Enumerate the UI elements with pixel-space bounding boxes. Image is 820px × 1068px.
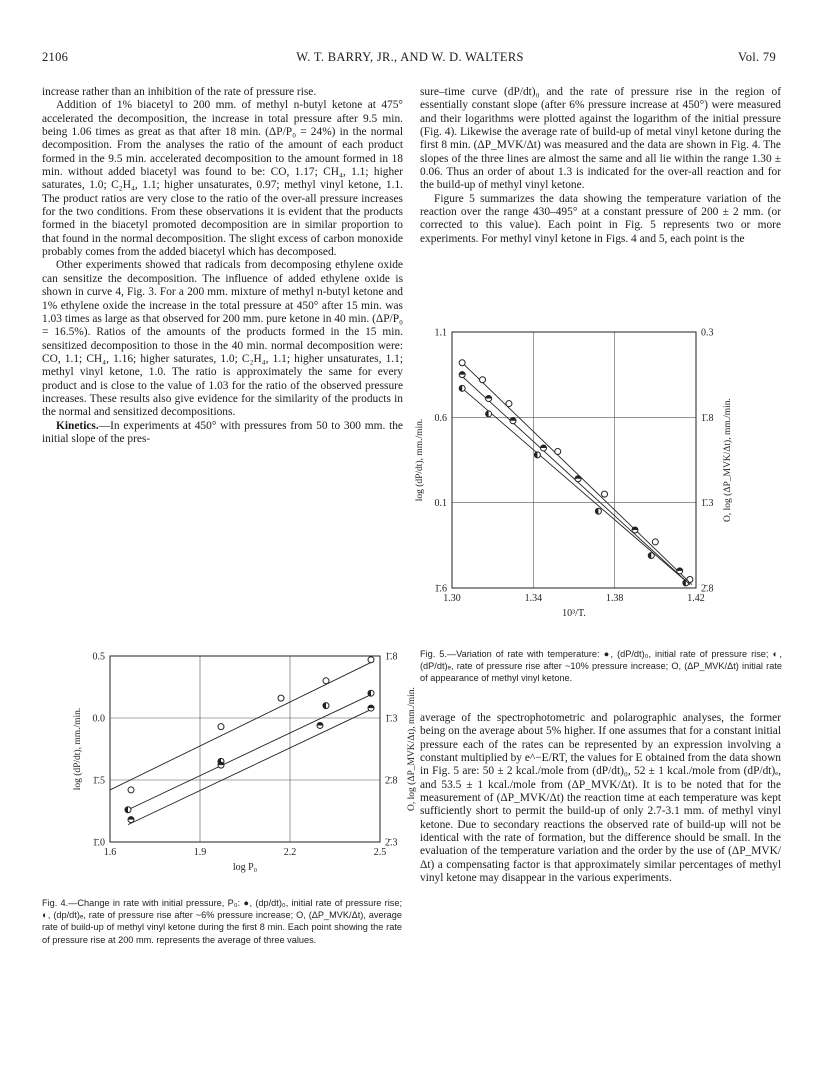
y-left-tick-label: 0.5 [92, 651, 105, 663]
x-tick-label: 1.30 [443, 593, 461, 604]
y-left-tick-label: 0.0 [92, 713, 105, 725]
fig5-caption: Fig. 5.—Variation of rate with temperature: ●, (dP/dt)₀, initial rate of pressure rise; ◐, (dP/dt)ₑ, rate of pressure rise after ~10% pressure increase; O, (ΔP_MVK/Δt) initial rate of appearance of methyl vinyl ketone. [420, 649, 782, 684]
paragraph: Other experiments showed that radicals from decomposing ethylene oxide can sensitize the decomposition. The influence of added ethylene oxide is shown in curve 4, Fig. 3. For a 200 mm. mixture of methyl n-butyl ketone and 1% ethylene oxide the increase in the total pressure at 450° after 15 min. was 1.03 times as large as that observed for 200 mm. pure ketone in 40 min. (ΔP/P₀ = 16.5%). Ratios of the amounts of the products formed in the 15 min. sensitized decomposition to those in the 40 min. normal decomposition were: CO, 1.1; CH₄, 1.16; higher saturates, 1.0; C₂H₄, 1.1; higher unsaturates, 1.1; methyl vinyl ketone, 1.0. The ratio is approximately the same for every product and is close to the value of 1.03 for the ratio of the observed pressure increases. These results also give evidence for the similarity of the products in the normal and sensitized decompositions. [42, 259, 403, 419]
y-right-tick-label: 1̄.3 [701, 498, 714, 510]
fig4-chart [40, 648, 420, 893]
fig4-caption: Fig. 4.—Change in rate with initial pressure, P₀: ●, (dp/dt)₀, initial rate of pressure rise; ◐, (dp/dt)ₑ, rate of pressure rise after ~6% pressure increase; O, (ΔP_MVK/Δt), average rate of build-up of methyl vinyl ketone during the first 8 min. Each point showing the rate of pressure rise at 200 mm. represents the average of three values. [42, 898, 402, 945]
paragraph-text: —In experiments at 450° with pressures from 50 to 300 mm. the initial slope of the pres- [42, 419, 403, 445]
y-left-tick-label: 0.6 [434, 412, 447, 424]
series-line [462, 363, 692, 585]
x-tick-label: 1.38 [605, 593, 624, 604]
plot-frame [452, 332, 696, 588]
y-left-axis-label: log (dP/dt), mm./min. [73, 707, 83, 791]
y-right-tick-label: 2̄.3 [385, 837, 398, 849]
data-point-open [480, 377, 486, 383]
paragraph: Addition of 1% biacetyl to 200 mm. of methyl n-butyl ketone at 475° accelerated the decomposition, the increase in total pressure after 9.5 min. being 1.06 times as great as that after 18 min. (ΔP/P₀ = 24%) in the normal decomposition. From the analyses the ratio of the amount of each product formed in the 9.5 min. accelerated decomposition to the amount formed in 18 min. without added biacetyl was found to be: CO, 1.17; CH₄, 1.1; higher saturates, 1.0; C₂H₄, 1.1; higher unsaturates, 0.97; methyl vinyl ketone, 1.1. The product ratios are very close to the ratio of the over-all pressure increases for the two conditions. From these observations it is evident that the products formed in the biacetyl promoted decomposition are in similar proportion to that found in the normal decomposition. The slight excess of carbon monoxide probably comes from the added biacetyl which has decomposed. [42, 99, 403, 259]
paragraph: Figure 5 summarizes the data showing the temperature variation of the reaction over the range 430–495° at a constant pressure of 200 ± 2 mm. (or corrected to this value). Each point in Fig. 5 represents two or more experiments. For methyl vinyl ketone in Figs. 4 and 5, each point is the [420, 192, 781, 245]
right-column-bottom [420, 712, 781, 885]
y-left-tick-label: 1̄.5 [92, 775, 105, 787]
x-axis-label: 10³/T. [562, 608, 586, 619]
x-tick-label: 1.34 [524, 593, 543, 604]
left-column [42, 86, 403, 446]
x-tick-label: 1.6 [103, 847, 117, 858]
section-heading: Kinetics. [56, 419, 99, 432]
y-right-axis-label: O, log (ΔP_MVK/Δt), mm./min. [723, 398, 733, 522]
data-point-open [602, 491, 608, 497]
y-right-axis-label: O, log (ΔP_MVK/Δt), mm./min. [407, 687, 417, 811]
x-axis-label: log P₀ [232, 862, 258, 873]
x-tick-label: 1.42 [687, 593, 705, 604]
data-point-open [506, 401, 512, 407]
paragraph: increase rather than an inhibition of the rate of pressure rise. [42, 86, 317, 98]
data-point-open [128, 787, 134, 793]
paragraph: average of the spectrophotometric and polarographic analyses, the former being on the average about 5% higher. If one assumes that for a constant initial pressure each of the rates can be represented by an expression involving a constant multiplied by e^−E/RT, the values for E obtained from the data shown in Fig. 5 are: 50 ± 2 kcal./mole from (dP/dt)₀, 52 ± 1 kcal./mole from (dP/dt)ₑ, and 53.5 ± 1 kcal./mole from (ΔP_MVK/Δt). It is to be noted that for the measurement of (ΔP_MVK/Δt) the reaction time at each temperature was kept sufficiently short to permit the build-up of only 2.7-3.1 mm. of methyl vinyl ketone. Due to secondary reactions the observed rate of build-up will not be identical with the rate of formation, but the difference should be small. In the evaluation of the temperature variation and the order by the use of (ΔP_MVK/Δt) a compensating factor is that approximately similar percentages of methyl vinyl ketone may disappear in the various experiments. [420, 712, 781, 885]
y-left-tick-label: 1̄.0 [92, 837, 105, 849]
data-point-open [368, 657, 374, 663]
data-point-open [555, 448, 561, 454]
y-left-axis-label: log (dP/dt), mm./min. [415, 418, 425, 502]
paragraph: sure–time curve (dP/dt)₀ and the rate of pressure rise in the region of essentially constant slope (after 6% pressure increase at 450°) were measured and their logarithms were plotted against the logarithm of the initial pressure (Fig. 4). Likewise the average rate of build-up of metal vinyl ketone during the first 8 min. (ΔP_MVK/Δt) was measured and the data are shown in Fig. 4. The slopes of the three lines are almost the same and all lie within the range 1.30 ± 0.06. Thus an order of about 1.3 is indicated for the over-all reaction and for the build-up of methyl vinyl ketone. [420, 86, 781, 192]
y-right-tick-label: 2̄.8 [701, 583, 714, 595]
y-right-tick-label: 2̄.8 [385, 775, 398, 787]
series-line [128, 693, 374, 810]
data-point-open [323, 678, 329, 684]
volume: Vol. 79 [738, 50, 776, 64]
y-left-tick-label: 1.1 [434, 327, 447, 339]
data-point-open [459, 360, 465, 366]
y-left-tick-label: 0.1 [434, 498, 447, 510]
x-tick-label: 2.2 [283, 847, 297, 858]
y-right-tick-label: 1̄.3 [385, 713, 398, 725]
y-right-tick-label: 1̄.8 [701, 412, 714, 424]
series-line [462, 388, 690, 584]
x-tick-label: 2.5 [373, 847, 387, 858]
x-tick-label: 1.9 [193, 847, 207, 858]
y-right-tick-label: 0.3 [701, 327, 714, 339]
fig5-chart [415, 320, 760, 635]
data-point-open [652, 539, 658, 545]
paragraph [42, 420, 403, 447]
data-point-open [278, 695, 284, 701]
right-column-top [420, 86, 781, 246]
y-right-tick-label: 1̄.8 [385, 651, 398, 663]
running-head: W. T. BARRY, JR., AND W. D. WALTERS [296, 50, 524, 64]
data-point-open [218, 724, 224, 730]
y-left-tick-label: 1̄.6 [434, 583, 447, 595]
page-number: 2106 [42, 50, 69, 64]
series-line [128, 708, 374, 825]
